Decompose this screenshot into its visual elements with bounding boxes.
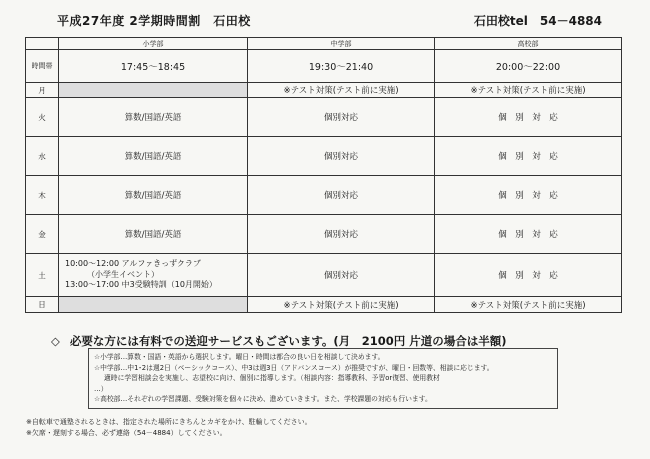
middle-saturday: 個別対応 (248, 254, 435, 297)
phone-number: 石田校tel 54－4884 (473, 14, 602, 28)
day-label-thursday: 木 (26, 176, 59, 215)
info-middle: ☆中学部…中1･2は週2日（ベーシックコース）、中3は週3日（アドバンスコース）が推奨ですが、曜日・回数等、相談に応じます。 (94, 363, 494, 372)
table-row (26, 254, 622, 297)
high-friday: 個 別 対 応 (435, 215, 622, 254)
column-header-middle: 中学部 (248, 38, 435, 50)
footer-absence-note: ※欠席・遅刻する場合、必ず連絡（54－4884）してください。 (26, 429, 227, 438)
table-row (26, 137, 622, 176)
table-row (26, 176, 622, 215)
pickup-service-notice (51, 333, 641, 349)
page-header (0, 12, 650, 32)
high-tuesday: 個 別 対 応 (435, 98, 622, 137)
info-middle-end: …） (94, 384, 108, 393)
elementary-wednesday: 算数/国語/英語 (59, 137, 248, 176)
table-row (26, 98, 622, 137)
info-middle-cont: 適時に学習相談会を実施し、志望校に向け、個別に指導します。（相談内容：指導教科、予習or復習、使用教材 (104, 374, 440, 383)
info-elementary: ☆小学部…算数・国語・英語から選択します。曜日・時間は都合の良い日を相談して決めます。 (94, 353, 385, 361)
column-header-high: 高校部 (435, 38, 622, 50)
elementary-friday: 算数/国語/英語 (59, 215, 248, 254)
high-sunday: ※テスト対策(テスト前に実施) (435, 297, 622, 313)
timetable (25, 37, 622, 313)
notice-text: 必要な方には有料での送迎サービスもございます。(月 2100円 片道の場合は半額) (69, 334, 507, 348)
middle-thursday: 個別対応 (248, 176, 435, 215)
time-middle: 19:30～21:40 (248, 50, 435, 83)
day-label-saturday: 土 (26, 254, 59, 297)
footer-bicycle-note: ※自転車で通塾されるときは、指定された場所にきちんとカギをかけ、駐輪してください。 (26, 418, 312, 426)
day-label-friday: 金 (26, 215, 59, 254)
day-label-tuesday: 火 (26, 98, 59, 137)
middle-sunday: ※テスト対策(テスト前に実施) (248, 297, 435, 313)
high-monday: ※テスト対策(テスト前に実施) (435, 83, 622, 98)
table-row (26, 83, 622, 98)
saturday-line-3: 13:00～17:00 中3受験特訓（10月開始） (65, 280, 217, 290)
day-label-monday: 月 (26, 83, 59, 98)
time-label: 時間帯 (26, 50, 59, 83)
day-label-wednesday: 水 (26, 137, 59, 176)
elementary-sunday (59, 297, 248, 313)
table-header-row (26, 38, 622, 50)
middle-wednesday: 個別対応 (248, 137, 435, 176)
high-thursday: 個 別 対 応 (435, 176, 622, 215)
elementary-saturday (59, 254, 248, 297)
saturday-line-1: 10:00～12:00 アルファきっずクラブ (65, 258, 201, 268)
info-high: ☆高校部…それぞれの学習課題、受験対策を個々に決め、進めていきます。また、学校課題の対応も行います。 (94, 395, 432, 404)
time-elementary: 17:45～18:45 (59, 50, 248, 83)
middle-tuesday: 個別対応 (248, 98, 435, 137)
table-row (26, 297, 622, 313)
course-info-box (88, 348, 558, 409)
day-label-sunday: 日 (26, 297, 59, 313)
elementary-thursday: 算数/国語/英語 (59, 176, 248, 215)
high-saturday: 個 別 対 応 (435, 254, 622, 297)
page-title: 平成27年度 2学期時間割 石田校 (57, 14, 251, 28)
column-header-elementary: 小学部 (59, 38, 248, 50)
diamond-icon: ◇ (51, 334, 60, 348)
table-row (26, 215, 622, 254)
saturday-line-2: （小学生イベント） (87, 269, 159, 279)
header-corner-cell (26, 38, 59, 50)
middle-monday: ※テスト対策(テスト前に実施) (248, 83, 435, 98)
high-wednesday: 個 別 対 応 (435, 137, 622, 176)
time-high: 20:00～22:00 (435, 50, 622, 83)
middle-friday: 個別対応 (248, 215, 435, 254)
footer-notes (26, 417, 312, 439)
time-row (26, 50, 622, 83)
elementary-tuesday: 算数/国語/英語 (59, 98, 248, 137)
elementary-monday (59, 83, 248, 98)
